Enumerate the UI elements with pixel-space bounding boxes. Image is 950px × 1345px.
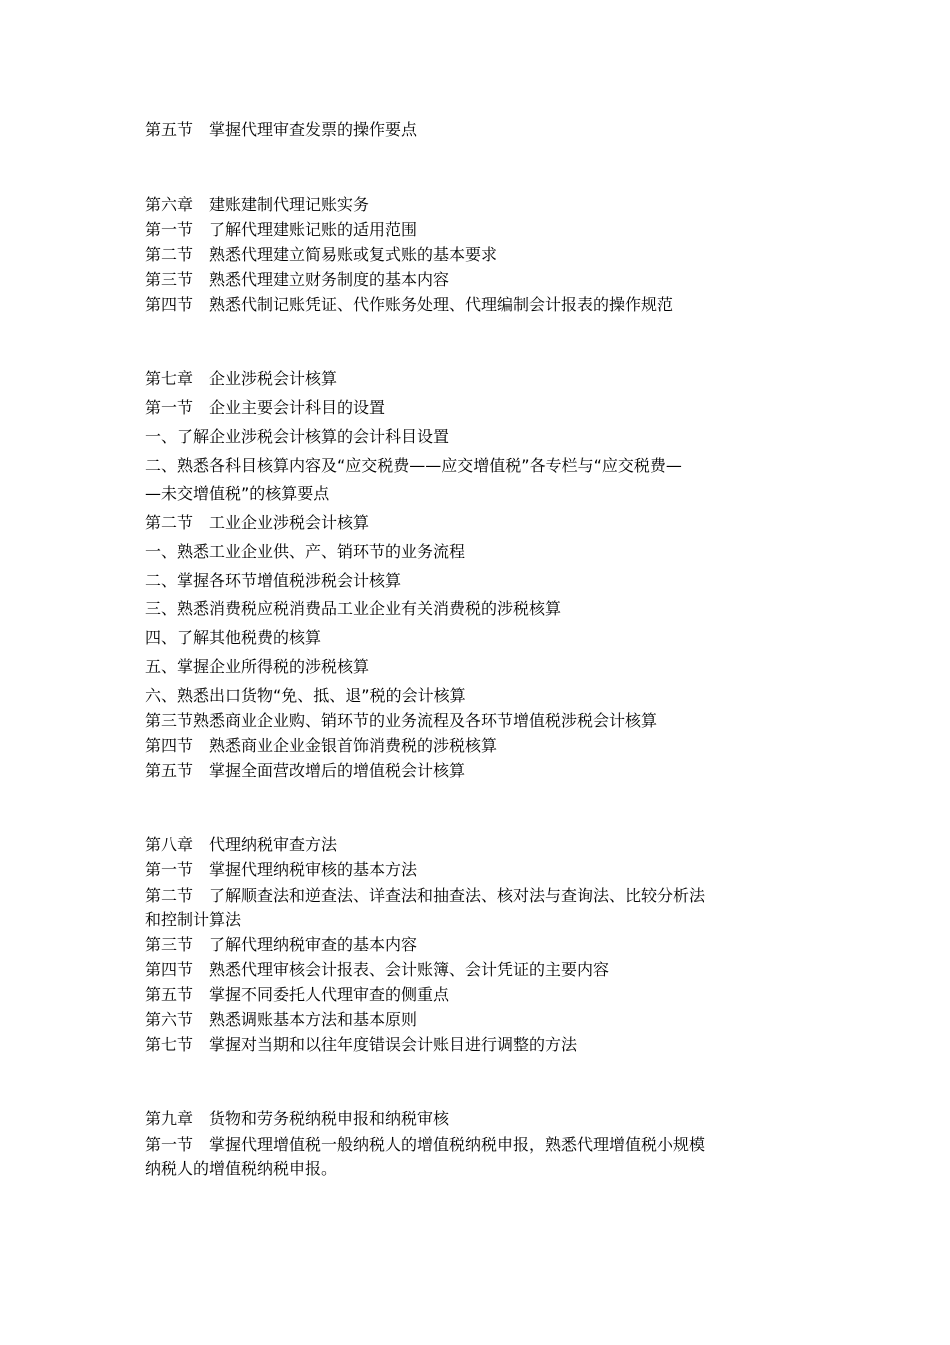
ch7-section-5: 第五节 掌握全面营改增后的增值税会计核算 (145, 761, 466, 780)
chapter-8-title: 第八章 代理纳税审查方法 (145, 835, 338, 854)
ch8-section-6: 第六节 熟悉调账基本方法和基本原则 (145, 1010, 418, 1029)
ch7-s2-item-3: 三、熟悉消费税应税消费品工业企业有关消费税的涉税核算 (145, 599, 562, 618)
ch7-s1-item-2-line-2: —未交增值税”的核算要点 (145, 484, 330, 503)
ch7-section-2: 第二节 工业企业涉税会计核算 (145, 513, 370, 532)
ch7-s1-item-2-line-1: 二、熟悉各科目核算内容及“应交税费——应交增值税”各专栏与“应交税费— (145, 456, 682, 475)
ch6-section-4: 第四节 熟悉代制记账凭证、代作账务处理、代理编制会计报表的操作规范 (145, 295, 674, 314)
ch6-section-3: 第三节 熟悉代理建立财务制度的基本内容 (145, 270, 450, 289)
ch6-section-2: 第二节 熟悉代理建立简易账或复式账的基本要求 (145, 245, 498, 264)
chapter-6-title: 第六章 建账建制代理记账实务 (145, 195, 370, 214)
ch8-section-7: 第七节 掌握对当期和以往年度错误会计账目进行调整的方法 (145, 1035, 578, 1054)
ch8-section-5: 第五节 掌握不同委托人代理审查的侧重点 (145, 985, 450, 1004)
ch8-section-1: 第一节 掌握代理纳税审核的基本方法 (145, 860, 418, 879)
ch8-section-4: 第四节 熟悉代理审核会计报表、会计账簿、会计凭证的主要内容 (145, 960, 610, 979)
section-5-invoice-review: 第五节 掌握代理审查发票的操作要点 (145, 120, 418, 139)
ch7-s2-item-5: 五、掌握企业所得税的涉税核算 (145, 657, 370, 676)
ch7-s2-item-2: 二、掌握各环节增值税涉税会计核算 (145, 571, 402, 590)
ch8-section-2-line-1: 第二节 了解顺查法和逆查法、详查法和抽查法、核对法与查询法、比较分析法 (145, 886, 706, 905)
ch7-section-4: 第四节 熟悉商业企业金银首饰消费税的涉税核算 (145, 736, 498, 755)
ch8-section-2-line-2: 和控制计算法 (145, 910, 242, 929)
ch7-s2-item-1: 一、熟悉工业企业供、产、销环节的业务流程 (145, 542, 466, 561)
ch7-s2-item-4: 四、了解其他税费的核算 (145, 628, 322, 647)
ch7-s2-item-6: 六、熟悉出口货物“免、抵、退”税的会计核算 (145, 686, 466, 705)
chapter-7-title: 第七章 企业涉税会计核算 (145, 369, 338, 388)
ch7-section-1: 第一节 企业主要会计科目的设置 (145, 398, 386, 417)
ch8-section-3: 第三节 了解代理纳税审查的基本内容 (145, 935, 418, 954)
ch9-section-1-line-1: 第一节 掌握代理增值税一般纳税人的增值税纳税申报，熟悉代理增值税小规模 (145, 1135, 706, 1154)
chapter-9-title: 第九章 货物和劳务税纳税申报和纳税审核 (145, 1109, 450, 1128)
ch9-section-1-line-2: 纳税人的增值税纳税申报。 (145, 1159, 338, 1178)
ch7-section-3: 第三节熟悉商业企业购、销环节的业务流程及各环节增值税涉税会计核算 (145, 711, 658, 730)
ch6-section-1: 第一节 了解代理建账记账的适用范围 (145, 220, 418, 239)
ch7-s1-item-1: 一、了解企业涉税会计核算的会计科目设置 (145, 427, 450, 446)
